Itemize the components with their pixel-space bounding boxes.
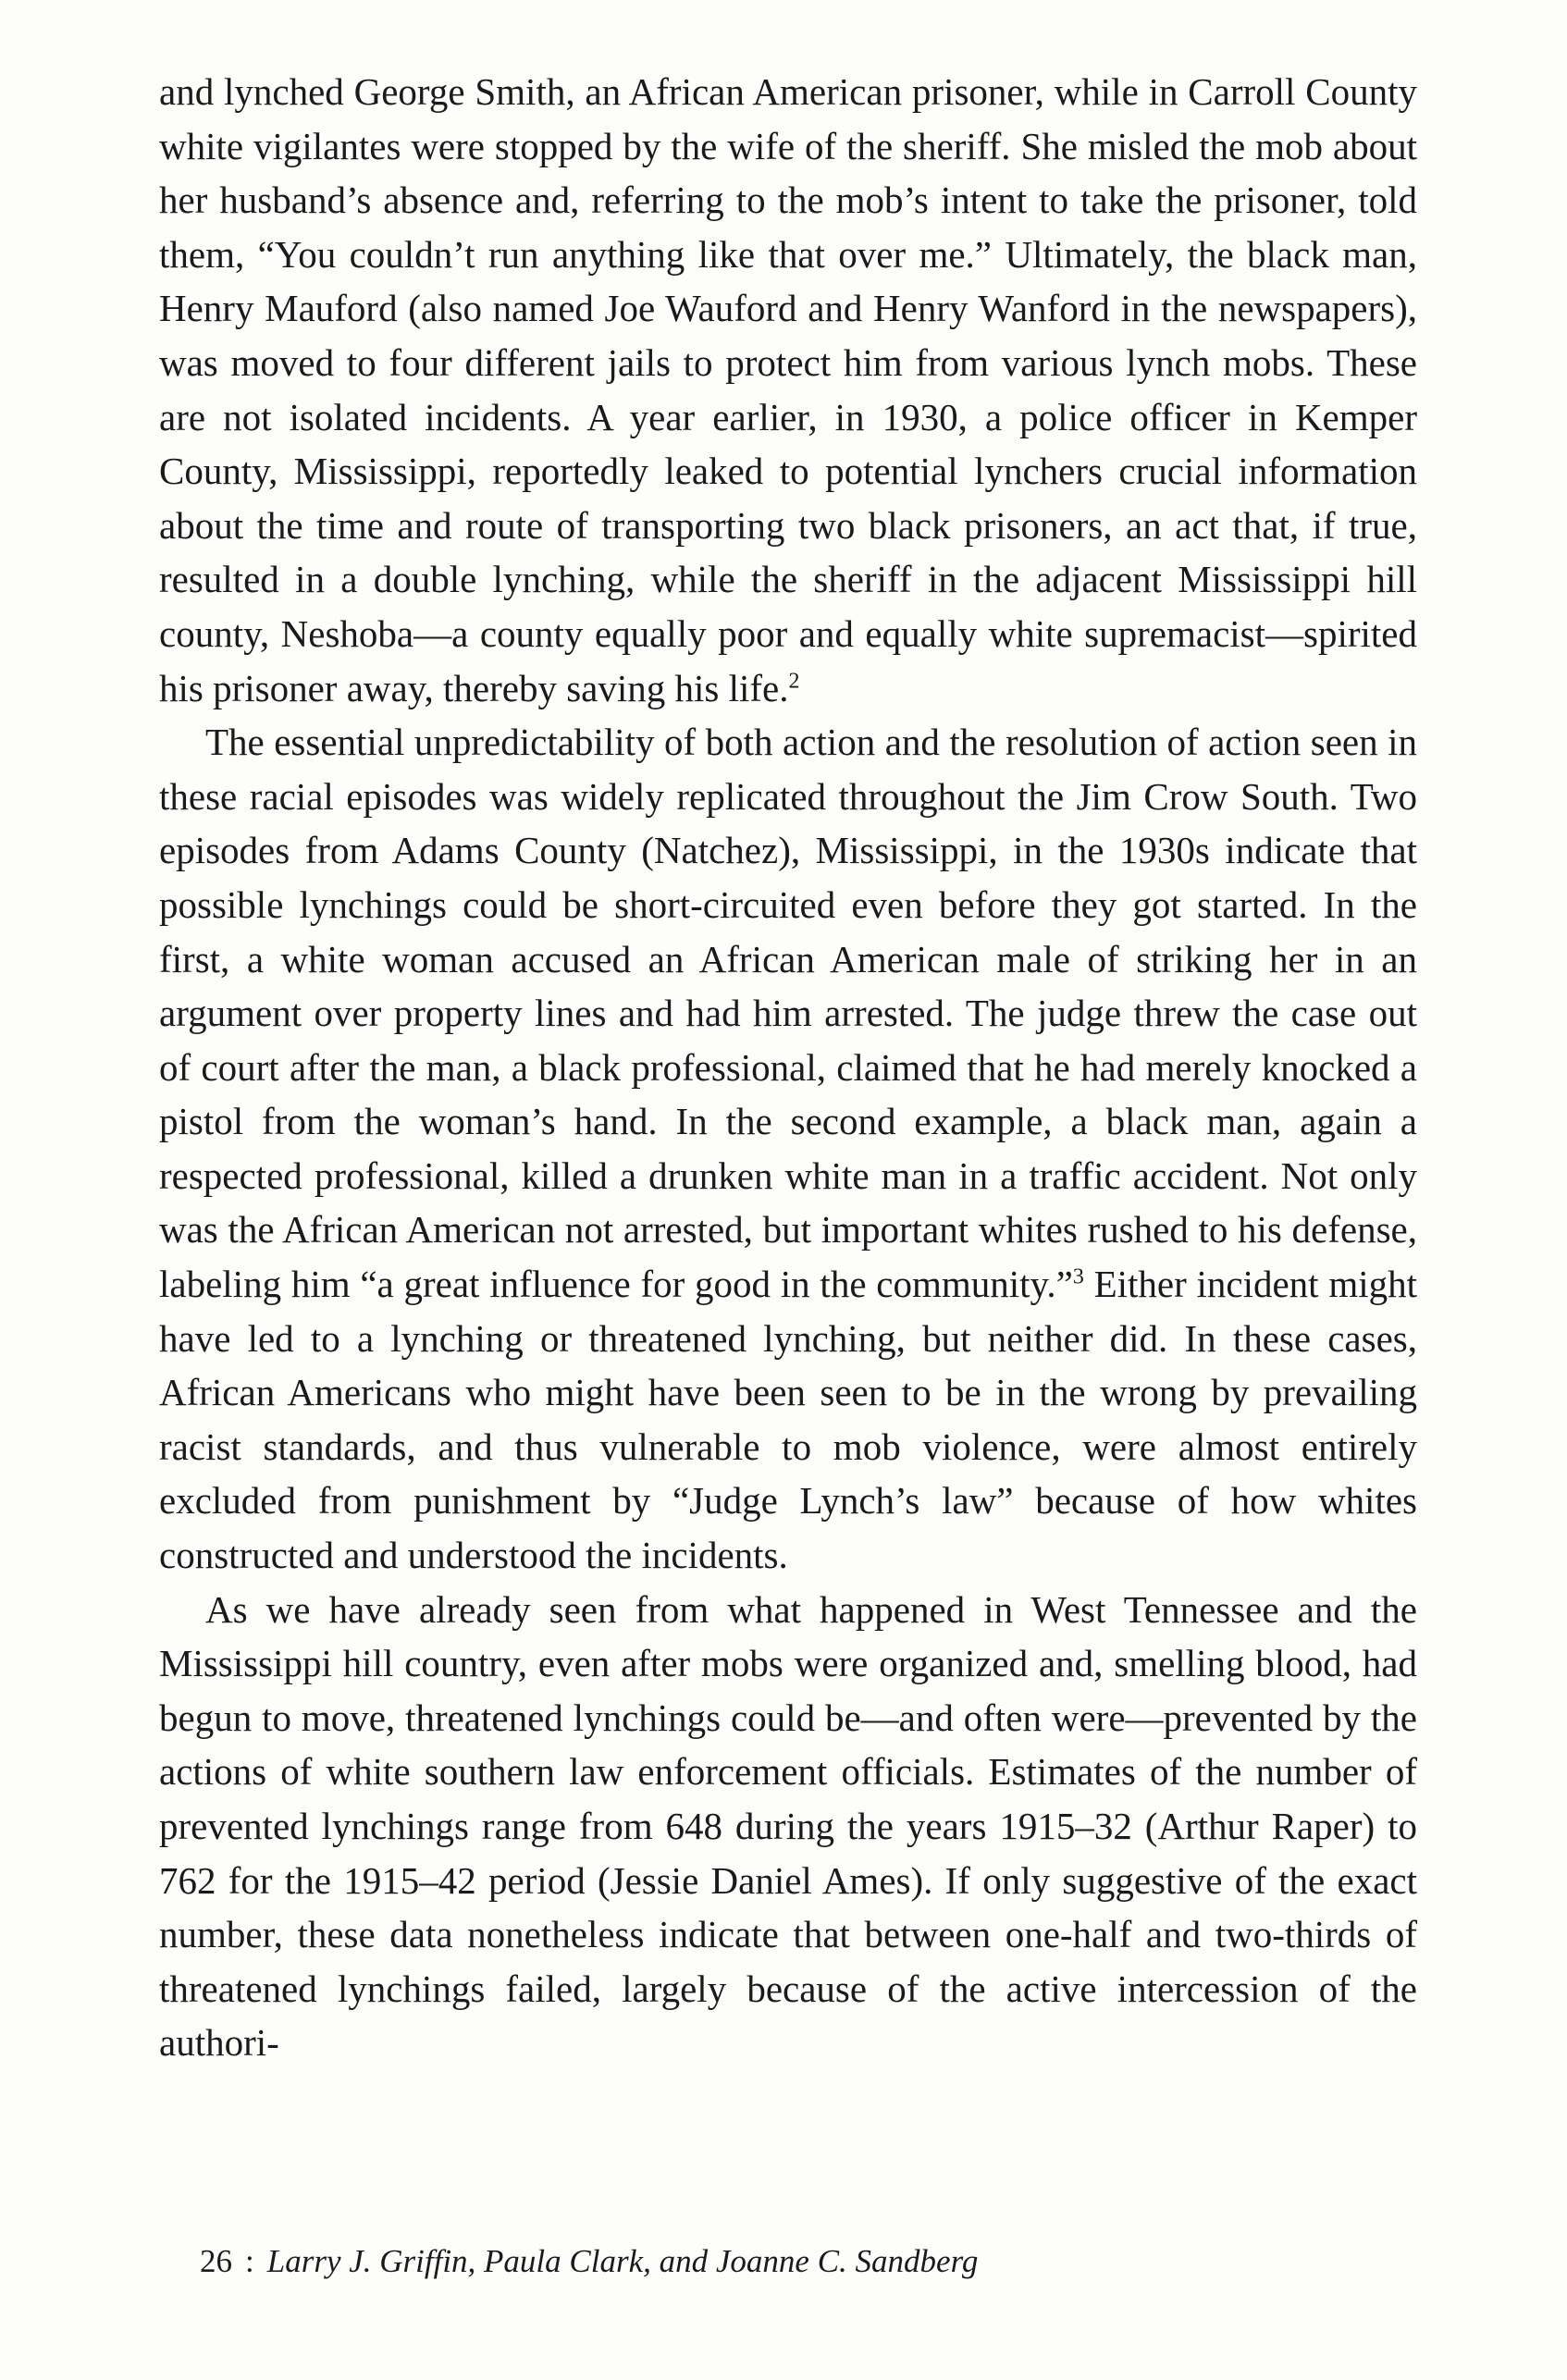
- paragraph-1-text: and lynched George Smith, an African American prisoner, while in Carroll County white vigilantes were stopped by the wife of the sheriff. She misled the mob about her husband’s absence and, referring to the mob’s intent to take the prisoner, told them, “You couldn’t run anything like that over me.” Ultimately, the black man, Henry Mauford (also named Joe Wauford and Henry Wanford in the newspapers), was moved to four different jails to protect him from various lynch mobs. These are not isolated incidents. A year earlier, in 1930, a police officer in Kemper County, Mississippi, reportedly leaked to potential lynchers crucial information about the time and route of transporting two black prisoners, an act that, if true, resulted in a double lynching, while the sheriff in the adjacent Mississippi hill county, Neshoba—a county equally poor and equally white supremacist—spirited his prisoner away, thereby saving his life.: [159, 70, 1417, 709]
- footer-separator: :: [245, 2243, 254, 2279]
- page-footer: [200, 2243, 978, 2280]
- paragraph-2: [159, 715, 1417, 1583]
- footnote-ref-3: 3: [1072, 1264, 1084, 1289]
- body-text: [159, 65, 1417, 2070]
- page-number: 26: [200, 2243, 232, 2279]
- paragraph-3: [159, 1583, 1417, 2070]
- running-footer-authors: Larry J. Griffin, Paula Clark, and Joanne C. Sandberg: [266, 2243, 979, 2279]
- footnote-ref-2: 2: [788, 668, 800, 693]
- paragraph-2-text-continued: Either incident might have led to a lynching or threatened lynching, but neither did. In these cases, African Americans who might have been seen to be in the wrong by prevailing racist standards, and thus vulnerable to mob violence, were almost entirely excluded from punishment by “Judge Lynch’s law” because of how whites constructed and understood the incidents.: [159, 1263, 1417, 1577]
- paragraph-2-text: The essential unpredictability of both action and the resolution of action seen in these racial episodes was widely replicated throughout the Jim Crow South. Two episodes from Adams County (Natchez), Mississippi, in the 1930s indicate that possible lynchings could be short-circuited even before they got started. In the first, a white woman accused an African American male of striking her in an argument over property lines and had him arrested. The judge threw the case out of court after the man, a black professional, claimed that he had merely knocked a pistol from the woman’s hand. In the second example, a black man, again a respected professional, killed a drunken white man in a traffic accident. Not only was the African American not arrested, but important whites rushed to his defense, labeling him “a great influence for good in the community.”: [159, 721, 1417, 1306]
- paragraph-3-text: As we have already seen from what happened in West Tennessee and the Mississippi hill country, even after mobs were organized and, smelling blood, had begun to move, threatened lynchings could be—and often were—prevented by the actions of white southern law enforcement officials. Estimates of the number of prevented lynchings range from 648 during the years 1915–32 (Arthur Raper) to 762 for the 1915–42 period (Jessie Daniel Ames). If only suggestive of the exact number, these data nonetheless indicate that between one-half and two-thirds of threatened lynchings failed, largely because of the active intercession of the authori-: [159, 1587, 1417, 2065]
- paragraph-1: [159, 65, 1417, 715]
